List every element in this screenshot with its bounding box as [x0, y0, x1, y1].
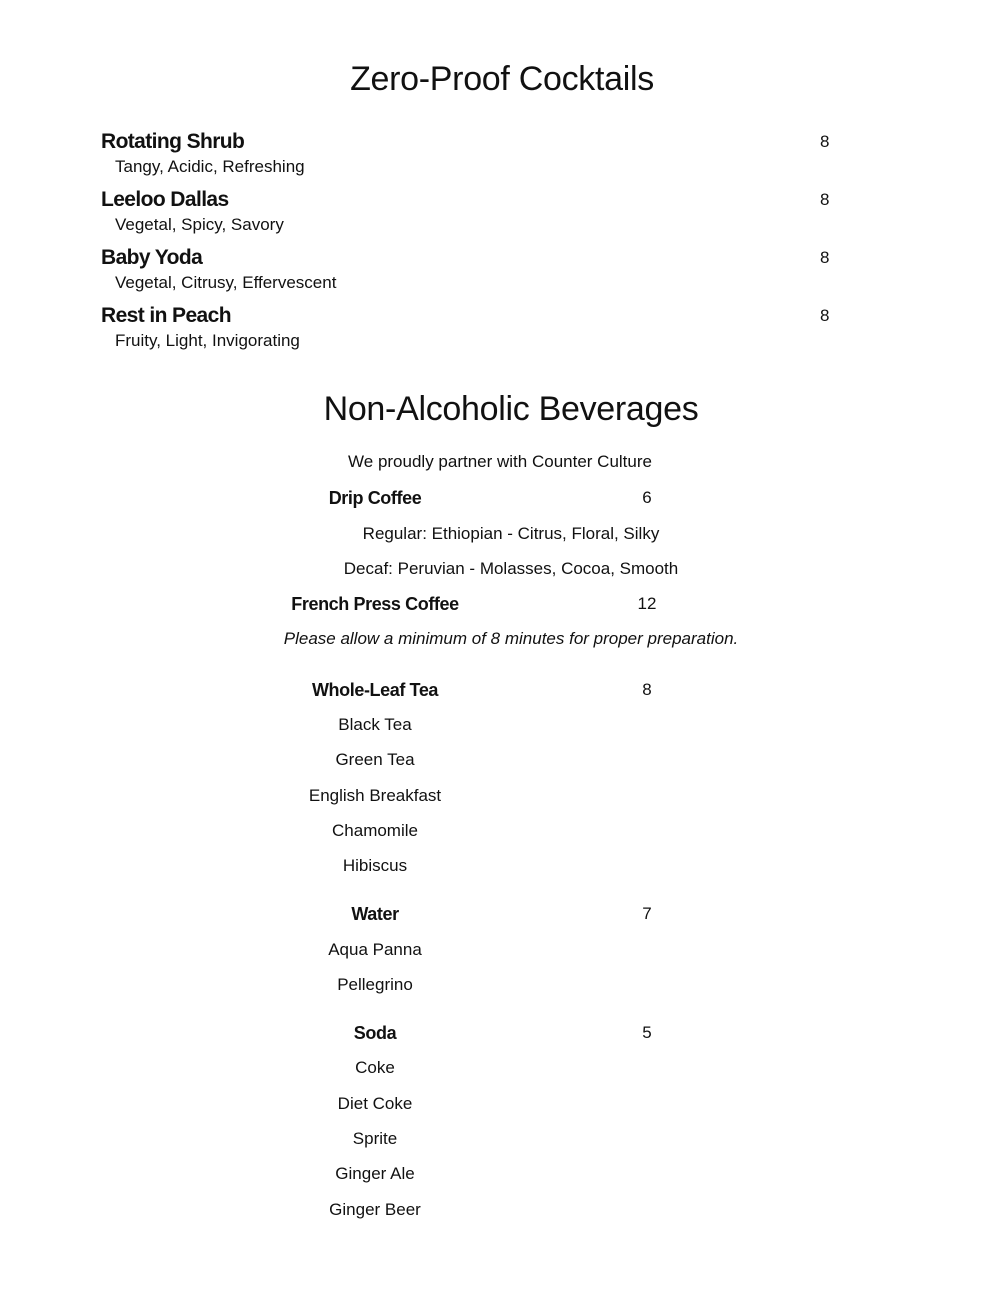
- tea-item: English Breakfast: [308, 786, 442, 805]
- french-press-title: French Press Coffee: [291, 594, 459, 614]
- cocktail-price: 8: [820, 248, 830, 267]
- drip-coffee-decaf: Decaf: Peruvian - Molasses, Cocoa, Smooth: [343, 559, 679, 578]
- tea-price: 8: [642, 680, 652, 699]
- cocktail-name: Rotating Shrub: [101, 130, 245, 153]
- tea-item: Hibiscus: [342, 856, 408, 875]
- soda-item: Coke: [355, 1058, 395, 1077]
- cocktail-name: Rest in Peach: [101, 304, 231, 327]
- cocktail-description: Vegetal, Spicy, Savory: [115, 215, 284, 234]
- partner-note: We proudly partner with Counter Culture: [348, 452, 652, 471]
- water-price: 7: [642, 904, 652, 923]
- water-item: Aqua Panna: [328, 940, 422, 959]
- cocktails-title: Zero-Proof Cocktails: [350, 60, 654, 98]
- cocktail-name: Leeloo Dallas: [101, 188, 229, 211]
- tea-item: Black Tea: [338, 715, 412, 734]
- french-press-note: Please allow a minimum of 8 minutes for proper preparation.: [283, 629, 739, 648]
- soda-item: Ginger Ale: [335, 1164, 415, 1183]
- water-item: Pellegrino: [337, 975, 413, 994]
- beverages-title: Non-Alcoholic Beverages: [323, 390, 699, 428]
- drip-coffee-regular: Regular: Ethiopian - Citrus, Floral, Silky: [362, 524, 660, 543]
- water-title: Water: [351, 904, 399, 924]
- soda-price: 5: [642, 1023, 652, 1042]
- cocktail-description: Fruity, Light, Invigorating: [115, 331, 300, 350]
- soda-title: Soda: [353, 1023, 397, 1043]
- french-press-price: 12: [637, 594, 657, 613]
- cocktail-price: 8: [820, 132, 830, 151]
- cocktail-name: Baby Yoda: [101, 246, 203, 269]
- soda-item: Ginger Beer: [329, 1200, 421, 1219]
- cocktail-description: Vegetal, Citrusy, Effervescent: [115, 273, 337, 292]
- cocktail-price: 8: [820, 190, 830, 209]
- tea-item: Green Tea: [335, 750, 415, 769]
- soda-item: Diet Coke: [337, 1094, 413, 1113]
- tea-title: Whole-Leaf Tea: [311, 680, 439, 700]
- drip-coffee-price: 6: [642, 488, 652, 507]
- soda-item: Sprite: [352, 1129, 398, 1148]
- cocktail-price: 8: [820, 306, 830, 325]
- drip-coffee-title: Drip Coffee: [328, 488, 422, 508]
- cocktail-description: Tangy, Acidic, Refreshing: [115, 157, 305, 176]
- tea-item: Chamomile: [332, 821, 418, 840]
